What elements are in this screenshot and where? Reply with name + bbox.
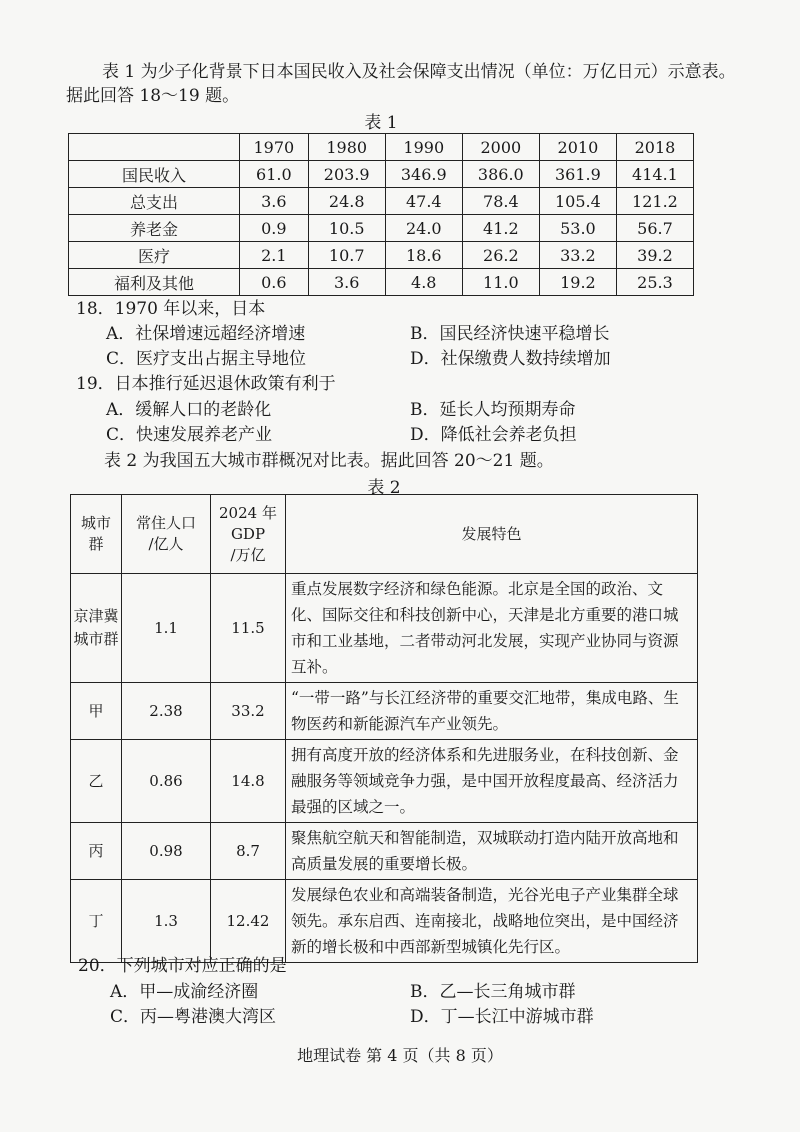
page-footer: 地理试卷 第 4 页（共 8 页） — [297, 1046, 503, 1065]
question-18-option-d: D．社保缴费人数持续增加 — [410, 349, 611, 369]
row-label: 养老金 — [69, 215, 240, 242]
table-cell: 18.6 — [385, 242, 462, 269]
feature-cell: “一带一路”与长江经济带的重要交汇地带，集成电路、生物医药和新能源汽车产业领先。 — [286, 683, 698, 740]
header-population: 常住人口 /亿人 — [122, 495, 211, 574]
gdp-cell: 8.7 — [211, 823, 286, 880]
table-1-corner-cell — [69, 134, 240, 161]
intro-paragraph-1: 表 1 为少子化背景下日本国民收入及社会保障支出情况（单位：万亿日元）示意表。据此回答 18～19 题。 — [66, 62, 736, 106]
row-label: 国民收入 — [69, 161, 240, 188]
city-group-name: 甲 — [71, 683, 122, 740]
question-20-option-d: D．丁—长江中游城市群 — [410, 1007, 594, 1027]
table-row — [69, 161, 694, 188]
gdp-cell: 12.42 — [211, 880, 286, 963]
table-cell: 26.2 — [462, 242, 539, 269]
table-cell: 56.7 — [616, 215, 693, 242]
population-cell: 0.98 — [122, 823, 211, 880]
table-1-year: 1970 — [240, 134, 309, 161]
table-cell: 414.1 — [616, 161, 693, 188]
feature-cell: 拥有高度开放的经济体系和先进服务业，在科技创新、金融服务等领域竞争力强，是中国开放程度最高、经济活力最强的区域之一。 — [286, 740, 698, 823]
table-row — [71, 823, 698, 880]
table-cell: 11.0 — [462, 269, 539, 296]
table-row — [69, 215, 694, 242]
table-cell: 33.2 — [539, 242, 616, 269]
question-19-option-c: C．快速发展养老产业 — [106, 425, 273, 445]
table-cell: 25.3 — [616, 269, 693, 296]
question-18-option-b: B．国民经济快速平稳增长 — [410, 324, 610, 344]
table-1-year: 2018 — [616, 134, 693, 161]
question-18-stem: 18．1970 年以来，日本 — [76, 299, 266, 319]
table-2-header-row — [71, 495, 698, 574]
table-cell: 39.2 — [616, 242, 693, 269]
gdp-cell: 33.2 — [211, 683, 286, 740]
question-18-option-a: A．社保增速远超经济增速 — [106, 324, 306, 344]
header-feature: 发展特色 — [286, 495, 698, 574]
question-19-option-b: B．延长人均预期寿命 — [410, 400, 576, 420]
header-city-group: 城市 群 — [71, 495, 122, 574]
table-cell: 203.9 — [308, 161, 385, 188]
row-label: 总支出 — [69, 188, 240, 215]
table-2-caption: 表 2 — [367, 478, 401, 498]
table-cell: 10.7 — [308, 242, 385, 269]
header-gdp: 2024 年 GDP /万亿 — [211, 495, 286, 574]
table-cell: 121.2 — [616, 188, 693, 215]
intro-paragraph-2: 表 2 为我国五大城市群概况对比表。据此回答 20～21 题。 — [104, 451, 554, 471]
table-row — [71, 880, 698, 963]
question-20-option-c: C．丙—粤港澳大湾区 — [110, 1007, 277, 1027]
table-row — [69, 188, 694, 215]
table-row — [69, 242, 694, 269]
population-cell: 1.3 — [122, 880, 211, 963]
table-cell: 105.4 — [539, 188, 616, 215]
question-20-stem: 20．下列城市对应正确的是 — [78, 956, 287, 976]
table-row — [71, 740, 698, 823]
table-1-year: 1980 — [308, 134, 385, 161]
table-cell: 361.9 — [539, 161, 616, 188]
population-cell: 1.1 — [122, 574, 211, 683]
table-cell: 19.2 — [539, 269, 616, 296]
table-cell: 10.5 — [308, 215, 385, 242]
feature-cell: 聚焦航空航天和智能制造，双城联动打造内陆开放高地和高质量发展的重要增长极。 — [286, 823, 698, 880]
table-cell: 61.0 — [240, 161, 309, 188]
question-19-option-a: A．缓解人口的老龄化 — [106, 400, 272, 420]
city-group-name: 丁 — [71, 880, 122, 963]
table-cell: 78.4 — [462, 188, 539, 215]
row-label: 福利及其他 — [69, 269, 240, 296]
row-label: 医疗 — [69, 242, 240, 269]
table-cell: 3.6 — [240, 188, 309, 215]
table-row — [69, 269, 694, 296]
population-cell: 2.38 — [122, 683, 211, 740]
table-1 — [68, 133, 694, 296]
table-cell: 4.8 — [385, 269, 462, 296]
table-cell: 0.6 — [240, 269, 309, 296]
city-group-name: 丙 — [71, 823, 122, 880]
table-row — [71, 683, 698, 740]
feature-cell: 重点发展数字经济和绿色能源。北京是全国的政治、文化、国际交往和科技创新中心，天津是北方重要的港口城市和工业基地，二者带动河北发展，实现产业协同与资源互补。 — [286, 574, 698, 683]
city-group-name: 京津冀城市群 — [71, 574, 122, 683]
table-cell: 0.9 — [240, 215, 309, 242]
table-1-year: 2000 — [462, 134, 539, 161]
question-19-stem: 19．日本推行延迟退休政策有利于 — [76, 374, 336, 394]
table-1-year: 1990 — [385, 134, 462, 161]
table-cell: 386.0 — [462, 161, 539, 188]
table-cell: 24.8 — [308, 188, 385, 215]
feature-cell: 发展绿色农业和高端装备制造，光谷光电子产业集群全球领先。承东启西、连南接北，战略地位突出，是中国经济新的增长极和中西部新型城镇化先行区。 — [286, 880, 698, 963]
city-group-name: 乙 — [71, 740, 122, 823]
table-cell: 24.0 — [385, 215, 462, 242]
table-cell: 53.0 — [539, 215, 616, 242]
table-cell: 346.9 — [385, 161, 462, 188]
table-1-header-row — [69, 134, 694, 161]
question-19-option-d: D．降低社会养老负担 — [410, 425, 577, 445]
table-cell: 47.4 — [385, 188, 462, 215]
table-1-year: 2010 — [539, 134, 616, 161]
table-row — [71, 574, 698, 683]
table-2 — [70, 494, 698, 963]
question-20-option-a: A．甲—成渝经济圈 — [110, 982, 259, 1002]
question-18-option-c: C．医疗支出占据主导地位 — [106, 349, 307, 369]
table-1-caption: 表 1 — [364, 113, 398, 133]
gdp-cell: 14.8 — [211, 740, 286, 823]
question-20-option-b: B．乙—长三角城市群 — [410, 982, 576, 1002]
table-cell: 3.6 — [308, 269, 385, 296]
population-cell: 0.86 — [122, 740, 211, 823]
gdp-cell: 11.5 — [211, 574, 286, 683]
table-cell: 41.2 — [462, 215, 539, 242]
table-cell: 2.1 — [240, 242, 309, 269]
